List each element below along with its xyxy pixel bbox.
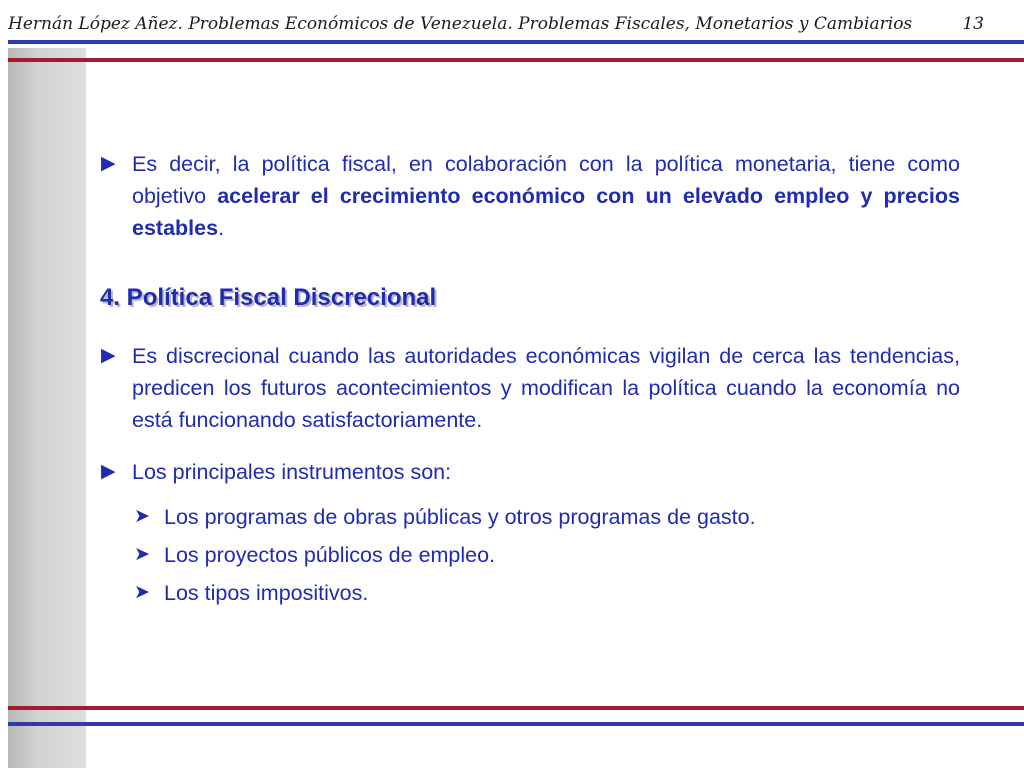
bullet-emphasis: acelerar el crecimiento económico con un elevado empleo y precios estables: [132, 184, 960, 240]
header-title: Hernán López Añez. Problemas Económicos de Venezuela. Problemas Fiscales, Monetarios y Cambiarios: [8, 14, 913, 34]
bullet-period: .: [218, 216, 225, 240]
right-arrowhead-icon: ➤: [134, 544, 150, 565]
footer-rule-blue: [8, 722, 1024, 726]
list-item-text: Los tipos impositivos.: [164, 581, 369, 605]
list-item-instrument: [100, 536, 960, 574]
list-item-text: Los programas de obras públicas y otros programas de gasto.: [164, 505, 756, 529]
header-rule-blue: [8, 40, 1024, 44]
bullet-text: Es discrecional cuando las autoridades económicas vigilan de cerca las tendencias, predicen los futuros acontecimientos y modifican la política cuando la economía no está funcionando satisfactoriamente.: [132, 344, 960, 432]
left-decorative-bar: [8, 48, 86, 768]
bullet-text: Los principales instrumentos son:: [132, 460, 452, 484]
list-item-instrument: [100, 574, 960, 612]
list-item-text: Los proyectos públicos de empleo.: [164, 543, 496, 567]
bullet-text: Es decir, la política fiscal, en colaboración con la política monetaria, tiene como objetivo: [132, 152, 960, 208]
section-heading: 4. Política Fiscal Discrecional: [100, 284, 437, 311]
right-arrowhead-icon: ➤: [134, 506, 150, 527]
right-triangle-icon: ▶: [101, 461, 116, 482]
right-triangle-icon: ▶: [101, 153, 116, 174]
bullet-fiscal-objective: [100, 148, 960, 244]
slide-content: [100, 148, 960, 612]
header-rule-red: [8, 58, 1024, 62]
bullet-discretionary: [100, 340, 960, 436]
page-number: 13: [962, 14, 984, 34]
right-arrowhead-icon: ➤: [134, 582, 150, 603]
right-triangle-icon: ▶: [101, 345, 116, 366]
footer-rule-red: [8, 706, 1024, 710]
bullet-instruments: [100, 456, 960, 488]
list-item-instrument: [100, 498, 960, 536]
